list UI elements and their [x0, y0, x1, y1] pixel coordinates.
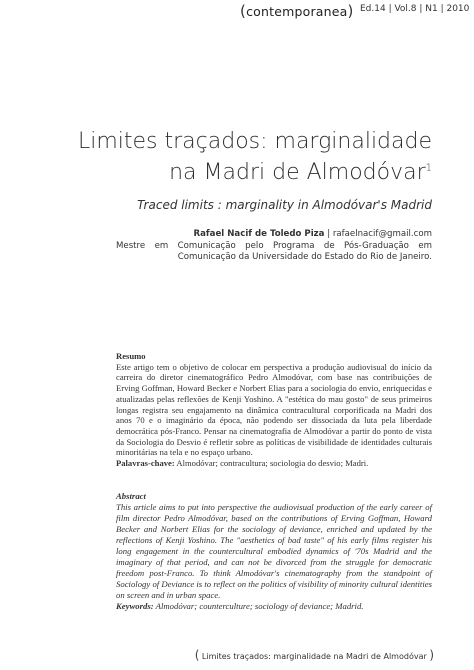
resumo-text: Este artigo tem o objetivo de colocar em perspectiva a produção audiovisual do início da carreira do diretor cinematográfico Pedro Almodóvar, com base nas contribuições de Erving Goffman, Howard Becker e Norbert Elias para a sociologia do envio, enriquecidas e atualizadas pelas reflexões de Kenji Yoshino. A "estética do mau gosto" de seus primeiros longas registra seu engajamento na dinâmica contracultural corporificada na Madri dos anos 70 e o imaginário da época, não podendo ser dissociada da luta pela liberdade democrática pós-Franco. Pensar na cinematografia de Almodóvar a partir do ponto de vista da Sociologia do Desvio é refletir sobre as políticas de visibilidade de identidades culturais minoritárias na tela e no espaço urbano.	[116, 361, 432, 458]
logo-text: contemporanea	[246, 4, 348, 19]
running-footer	[195, 648, 434, 662]
article-subtitle: Traced limits : marginality in Almodóvar's Madrid	[137, 198, 432, 212]
author-line	[116, 229, 432, 241]
logo-close-paren: )	[347, 2, 354, 20]
article-title-line-1: Limites traçados: marginalidade	[77, 129, 432, 154]
resumo-heading: Resumo	[116, 351, 146, 361]
footer-text: Limites traçados: marginalidade na Madri de Almodóvar	[201, 652, 427, 661]
author-block	[116, 229, 432, 264]
logo-open-paren: (	[240, 2, 247, 20]
footer-close-paren: )	[429, 648, 434, 662]
issue-info: Ed.14 | Vol.8 | N1 | 2010	[360, 4, 470, 14]
article-title-line-2	[169, 160, 432, 185]
abstract-section	[116, 491, 432, 612]
title-footnote-marker: 1	[425, 162, 432, 174]
abstract-text: This article aims to put into perspective the audiovisual production of the early career of film director Pedro Almodóvar, based on the contributions of Erving Goffman, Howard Becker and Norbert Elias for the sociology of deviance, enriched and updated by the reflections of Kenji Yoshino. The "aesthetics of bad taste" of his early films register his long engagement in the countercultural embodied dynamics of '70s Madrid and the imaginary of that period, and can not be divorced from the struggle for democratic freedom post-Franco. To think Almodóvar's cinematography from the standpoint of Sociology of Deviance is to reflect on the politics of visibility of minority cultural identities on screen and in urban space.	[116, 502, 432, 600]
footer-open-paren: (	[194, 648, 200, 662]
journal-header	[0, 0, 474, 20]
author-affiliation: Mestre em Comunicação pelo Programa de Pós-Graduação em Comunicação da Universidade do Estado do Rio de Janeiro.	[116, 240, 432, 262]
journal-logo	[240, 2, 354, 20]
keywords-label: Keywords:	[116, 601, 154, 611]
palavras-chave: Almodóvar; contracultura; sociologia do desvio; Madri.	[174, 458, 369, 469]
author-name: Rafael Nacif de Toledo Piza	[193, 229, 325, 239]
title-text: na Madri de Almodóvar	[169, 160, 426, 185]
palavras-chave-label: Palavras-chave:	[116, 458, 175, 469]
abstract-heading: Abstract	[116, 491, 146, 501]
author-email: | rafaelnacif@gmail.com	[324, 229, 432, 239]
resumo-section	[116, 351, 432, 469]
keywords: Almodóvar; counterculture; sociology of deviance; Madrid.	[153, 601, 364, 611]
